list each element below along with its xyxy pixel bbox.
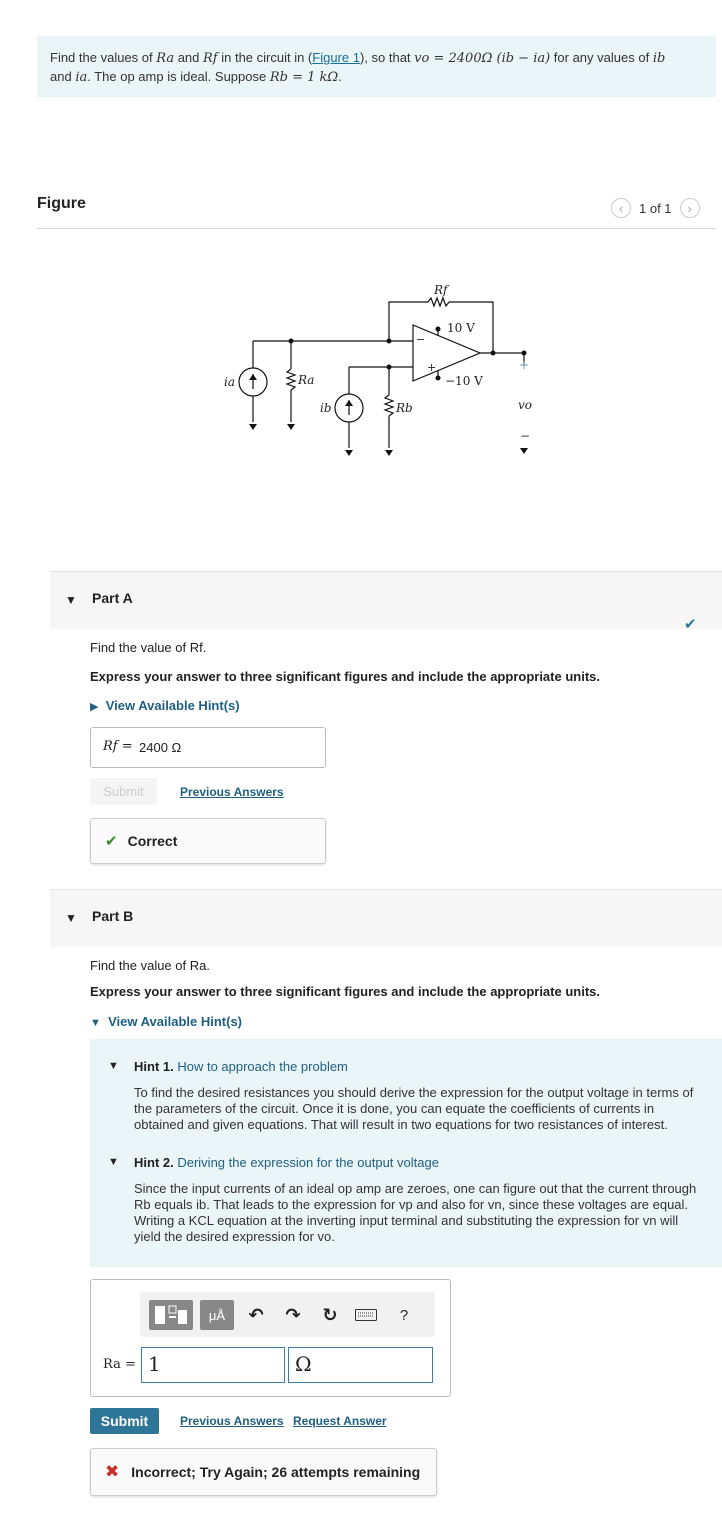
units-button[interactable]: μÅ	[200, 1300, 234, 1330]
part-a-instructions: Express your answer to three significant figures and include the appropriate units.	[90, 669, 600, 684]
problem-text: ), so that	[359, 50, 415, 65]
ib-symbol: ib	[652, 51, 666, 66]
problem-text: in the circuit in (	[217, 50, 313, 65]
part-b-instructions: Express your answer to three significant figures and include the appropriate units.	[90, 984, 600, 999]
ra-unit-input[interactable]: Ω	[288, 1347, 433, 1383]
part-a-answer-box	[90, 727, 326, 768]
collapse-triangle-icon: ▼	[65, 911, 77, 925]
hint-2-line: Since the input currents of an ideal op amp are zeroes, one can figure out that the current through	[134, 1181, 697, 1196]
request-answer-link[interactable]: Request Answer	[293, 1414, 387, 1428]
checkmark-icon: ✔	[684, 616, 697, 633]
figure-link[interactable]: Figure 1	[312, 50, 360, 65]
problem-text: .	[338, 69, 342, 84]
hint-2-line: Writing a KCL equation at the inverting input terminal and substituting the expression for vn will	[134, 1213, 679, 1228]
chevron-left-icon: ‹	[618, 200, 624, 216]
feedback-text: Correct	[127, 833, 178, 849]
part-a-hint-link[interactable]	[90, 698, 240, 713]
hint-2-body	[134, 1181, 696, 1245]
part-b-previous-answers-link[interactable]: Previous Answers	[180, 1414, 284, 1428]
minus-label: −	[520, 429, 531, 443]
part-b-feedback	[90, 1448, 437, 1496]
rf-answer-label: Rf =	[103, 739, 133, 754]
inverting-input-label: −	[416, 333, 426, 346]
figure-pager	[611, 197, 700, 219]
hint-1-body	[134, 1085, 693, 1133]
circuit-diagram	[200, 270, 540, 470]
caret-down-icon: ▼	[90, 1017, 101, 1029]
hint-2-title[interactable]	[134, 1155, 439, 1170]
negative-supply-label: −10 V	[445, 374, 483, 388]
ia-label: ia	[224, 375, 235, 389]
chevron-right-icon: ›	[687, 200, 692, 216]
pager-text: 1 of 1	[639, 200, 672, 216]
part-a-question: Find the value of Rf.	[90, 640, 207, 655]
part-b-submit-button[interactable]: Submit	[90, 1408, 159, 1434]
problem-text: for any values of	[550, 50, 653, 65]
vo-label: vo	[518, 398, 533, 412]
ra-label: Ra	[298, 373, 315, 387]
rf-label: Rf	[434, 283, 448, 297]
part-a-label: Part A	[92, 590, 133, 606]
problem-text: and	[174, 50, 203, 65]
feedback-text: Incorrect; Try Again; 26 attempts remaining	[131, 1464, 421, 1480]
hint-1-line: To find the desired resistances you should derive the expression for the output voltage in terms of	[134, 1085, 694, 1100]
part-b-label: Part B	[92, 908, 134, 924]
part-a-header[interactable]	[50, 571, 722, 629]
reset-button[interactable]: ↻	[322, 1304, 338, 1325]
templates-button[interactable]	[148, 1300, 194, 1330]
plus-label: +	[519, 358, 530, 372]
next-figure-button[interactable]	[680, 198, 700, 218]
part-a-feedback	[90, 818, 326, 864]
problem-text: and	[50, 69, 76, 84]
undo-button[interactable]: ↶	[248, 1304, 264, 1325]
hint-link-text: View Available Hint(s)	[105, 698, 240, 713]
hint-2-line: yield the desired expression for vo.	[134, 1229, 335, 1244]
rf-answer-value: 2400 Ω	[139, 740, 182, 755]
part-b-header[interactable]	[50, 889, 722, 947]
divider	[37, 228, 716, 229]
part-b-question: Find the value of Ra.	[90, 958, 210, 973]
ra-value-input[interactable]: 1	[141, 1347, 285, 1383]
check-icon: ✔	[105, 833, 118, 850]
hint-2-number: Hint 2.	[134, 1155, 174, 1170]
keyboard-button[interactable]	[354, 1300, 378, 1330]
math-toolbar	[140, 1292, 435, 1337]
noninverting-input-label: +	[427, 361, 437, 374]
hint-2-line: Rb equals ib. That leads to the expression for vp and also for vn, since these voltages are equal.	[134, 1197, 689, 1212]
hint-1-title[interactable]	[134, 1059, 348, 1074]
hint-1-number: Hint 1.	[134, 1059, 174, 1074]
target-formula: vo = 2400Ω (ib − ia)	[414, 51, 551, 66]
x-icon: ✖	[105, 1462, 120, 1481]
collapse-triangle-icon: ▼	[65, 593, 77, 607]
part-b-hint-link[interactable]	[90, 1014, 242, 1029]
rb-given: Rb = 1 kΩ	[269, 70, 339, 85]
figure-title: Figure	[37, 195, 86, 212]
problem-statement	[37, 36, 716, 97]
hint-link-text: View Available Hint(s)	[108, 1014, 243, 1029]
redo-button[interactable]: ↷	[285, 1304, 301, 1325]
part-a-previous-answers-link[interactable]: Previous Answers	[180, 785, 284, 799]
caret-right-icon: ▶	[90, 701, 99, 713]
prev-figure-button[interactable]	[611, 198, 631, 218]
hint2-toggle-icon[interactable]: ▼	[108, 1156, 119, 1168]
rb-label: Rb	[396, 401, 413, 415]
problem-text: Find the values of	[50, 50, 157, 65]
problem-text: . The op amp is ideal. Suppose	[87, 69, 270, 84]
part-a-submit-button: Submit	[90, 778, 157, 805]
ia-symbol: ia	[75, 70, 88, 85]
hint-2-title-text: Deriving the expression for the output voltage	[173, 1155, 439, 1170]
rf-symbol: Rf	[203, 51, 218, 66]
ra-symbol: Ra	[156, 51, 175, 66]
hints-panel	[90, 1039, 722, 1267]
ib-label: ib	[320, 401, 332, 415]
hint-1-title-text: How to approach the problem	[173, 1059, 348, 1074]
templates-icon	[149, 1300, 193, 1330]
help-button[interactable]: ?	[399, 1306, 409, 1324]
keyboard-icon	[355, 1309, 377, 1321]
positive-supply-label: 10 V	[447, 321, 475, 335]
hint-1-line: obtained and given equations. That will result in two equations for two resistances of interest.	[134, 1117, 668, 1132]
hint1-toggle-icon[interactable]: ▼	[108, 1060, 119, 1072]
ra-answer-label: Ra =	[103, 1357, 136, 1372]
hint-1-line: the parameters of the circuit. Once it is done, you can equate the coefficients of currents in	[134, 1101, 655, 1116]
